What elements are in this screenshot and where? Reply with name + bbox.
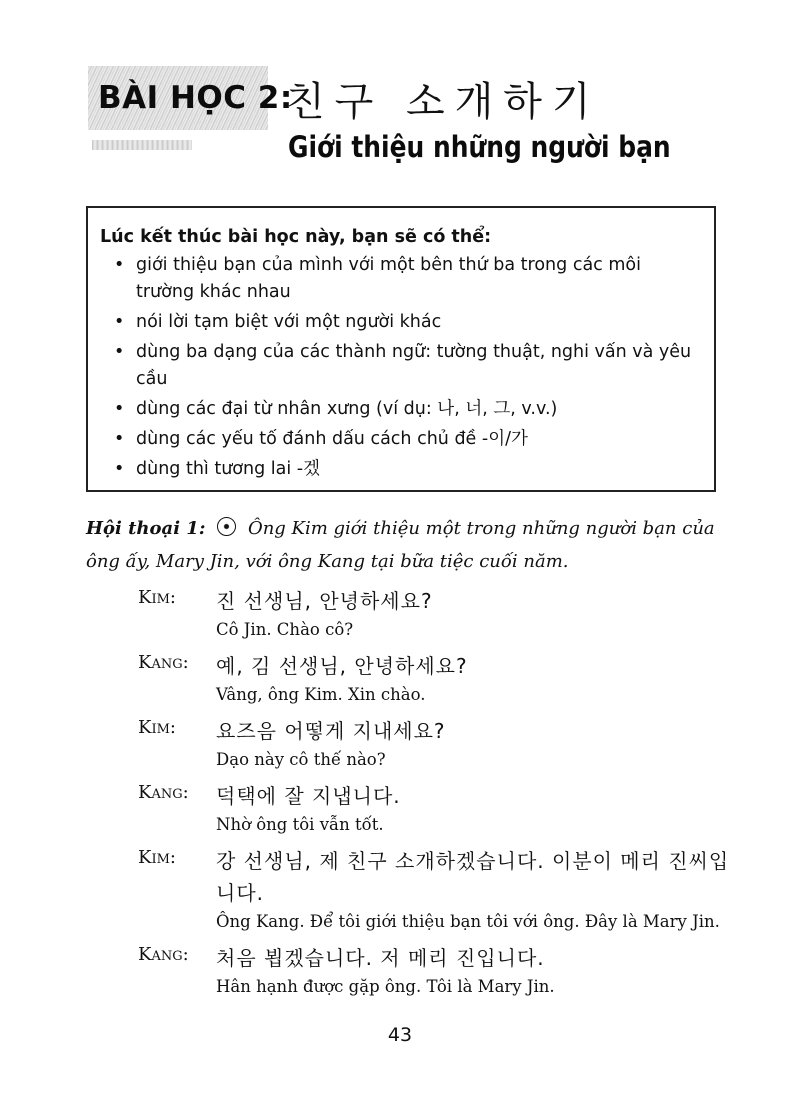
- vietnamese-translation: Hân hạnh được gặp ông. Tôi là Mary Jin.: [216, 977, 555, 996]
- dialogue-line: [138, 942, 738, 1000]
- korean-text: 진 선생님, 안녕하세요?: [216, 589, 433, 613]
- bullet-icon: •: [114, 399, 125, 419]
- vietnamese-translation: Vâng, ông Kim. Xin chào.: [216, 685, 426, 704]
- lesson-title-vietnamese: Giới thiệu những người bạn: [288, 130, 671, 164]
- audio-cd-icon: [217, 517, 236, 536]
- objective-text: nói lời tạm biệt với một người khác: [136, 312, 442, 332]
- dialogue-line: [138, 780, 738, 838]
- dialogue-description: Ông Kim giới thiệu một trong những người bạn của ông ấy, Mary Jin, với ông Kang tại bữa tiệc cuối năm.: [86, 518, 715, 572]
- speaker-name: Kim:: [138, 717, 176, 738]
- dialogue-intro: [86, 512, 726, 578]
- objectives-heading: Lúc kết thúc bài học này, bạn sẽ có thể:: [100, 227, 492, 247]
- vietnamese-translation: Dạo này cô thế nào?: [216, 750, 386, 769]
- dialogue-label: Hội thoại 1:: [86, 518, 206, 539]
- speaker-name: Kim:: [138, 847, 176, 868]
- page-number: 43: [387, 1024, 413, 1046]
- vietnamese-translation: Nhờ ông tôi vẫn tốt.: [216, 815, 384, 834]
- dialogue-line: [138, 845, 738, 935]
- vietnamese-translation: Cô Jin. Chào cô?: [216, 620, 354, 639]
- bullet-icon: •: [114, 429, 125, 449]
- lesson-header: [88, 62, 768, 182]
- header-texture-strip: [92, 140, 192, 150]
- korean-text: 덕택에 잘 지냅니다.: [216, 784, 401, 808]
- list-item: [100, 456, 692, 483]
- objective-text: dùng các yếu tố đánh dấu cách chủ đề -이/가: [136, 429, 528, 449]
- lesson-label: BÀI HỌC 2:: [98, 80, 293, 116]
- dialogue-line: [138, 715, 738, 773]
- list-item: [100, 252, 692, 306]
- bullet-icon: •: [114, 342, 125, 362]
- speaker-name: Kang:: [138, 944, 189, 965]
- list-item: [100, 396, 692, 423]
- objective-text: giới thiệu bạn của mình với một bên thứ ba trong các môi trường khác nhau: [136, 255, 641, 302]
- objective-text: dùng thì tương lai -겠: [136, 459, 320, 479]
- bullet-icon: •: [114, 459, 125, 479]
- korean-text: 예, 김 선생님, 안녕하세요?: [216, 654, 468, 678]
- korean-text: 강 선생님, 제 친구 소개하겠습니다. 이분이 메리 진씨입니다.: [216, 849, 730, 905]
- objectives-box: [86, 206, 716, 492]
- speaker-name: Kang:: [138, 652, 189, 673]
- vietnamese-translation: Ông Kang. Để tôi giới thiệu bạn tôi với ông. Đây là Mary Jin.: [216, 912, 720, 931]
- bullet-icon: •: [114, 255, 125, 275]
- list-item: [100, 426, 692, 453]
- dialogue-line: [138, 585, 738, 643]
- speaker-name: Kim:: [138, 587, 176, 608]
- lesson-title-korean: 친구 소개하기: [286, 79, 601, 125]
- list-item: [100, 339, 692, 393]
- speaker-name: Kang:: [138, 782, 189, 803]
- list-item: [100, 309, 692, 336]
- korean-text: 처음 뵙겠습니다. 저 메리 진입니다.: [216, 946, 545, 970]
- objective-text: dùng các đại từ nhân xưng (ví dụ: 나, 너, 그, v.v.): [136, 399, 558, 419]
- dialogue-lines: [138, 585, 738, 1007]
- objectives-list: [100, 252, 692, 483]
- bullet-icon: •: [114, 312, 125, 332]
- dialogue-line: [138, 650, 738, 708]
- objective-text: dùng ba dạng của các thành ngữ: tường thuật, nghi vấn và yêu cầu: [136, 342, 692, 389]
- korean-text: 요즈음 어떻게 지내세요?: [216, 719, 446, 743]
